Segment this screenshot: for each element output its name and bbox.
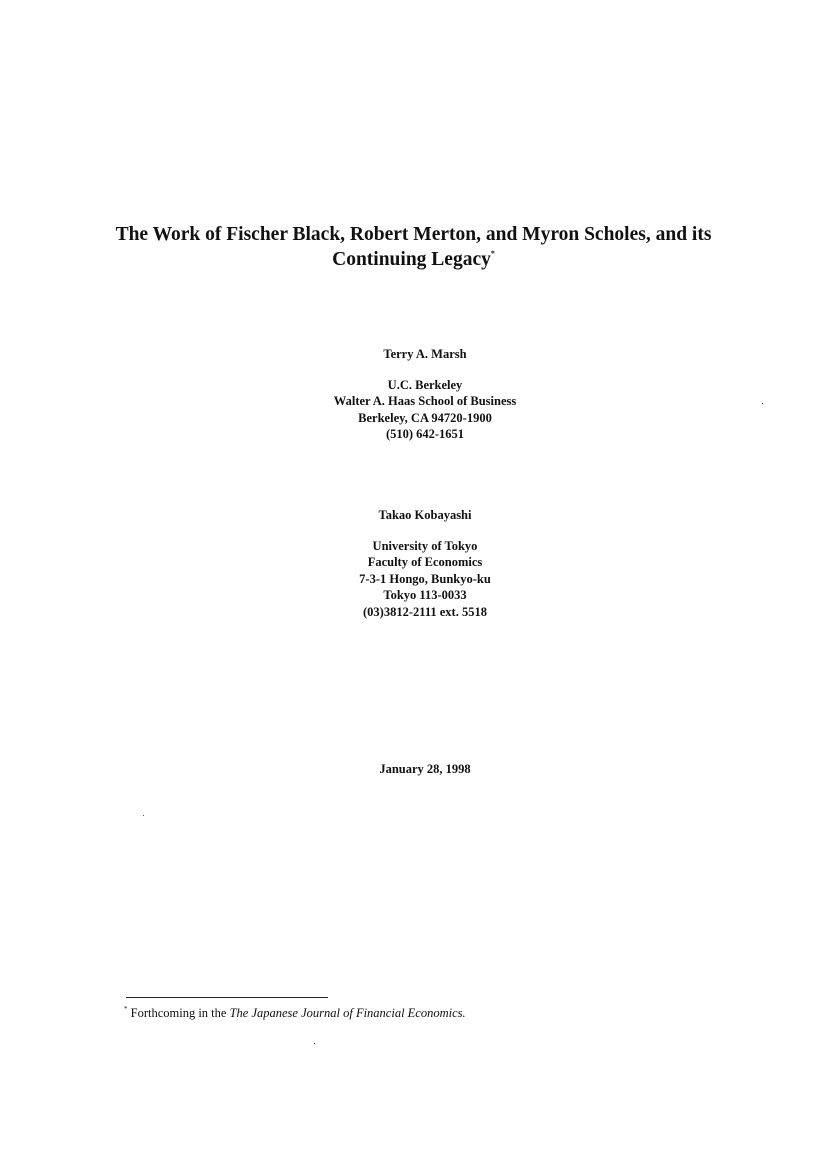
publication-date: January 28, 1998 — [379, 762, 471, 776]
author-name: Terry A. Marsh — [383, 347, 467, 361]
affiliation-line: U.C. Berkeley — [387, 377, 463, 392]
author-name: Takao Kobayashi — [378, 508, 472, 522]
affiliation-line: Faculty of Economics — [367, 555, 483, 569]
title-footnote-marker: * — [490, 249, 495, 258]
affiliation-line: 7-3-1 Hongo, Bunkyo-ku — [359, 571, 491, 586]
scan-speck — [143, 815, 144, 816]
title-line-2 — [0, 247, 827, 272]
affiliation-line: Tokyo 113-0033 — [383, 588, 467, 602]
scan-speck — [762, 403, 763, 404]
affiliation-line: Berkeley, CA 94720-1900 — [358, 410, 492, 425]
author-block-1 — [0, 346, 827, 443]
scan-speck — [314, 1043, 315, 1044]
footnote-divider — [126, 997, 328, 998]
affiliation-line: University of Tokyo — [372, 538, 478, 553]
footnote-marker: * — [124, 1005, 128, 1013]
title-line-1: The Work of Fischer Black, Robert Merton, and Myron Scholes, and its — [115, 224, 712, 245]
footnote-text: Forthcoming in the — [127, 1006, 230, 1020]
author-block-2 — [0, 507, 827, 620]
title-line-2-text: Continuing Legacy — [332, 249, 491, 270]
footnote — [124, 1005, 466, 1021]
paper-title — [0, 222, 827, 272]
affiliation-line: (510) 642-1651 — [385, 427, 465, 441]
affiliation-line: Walter A. Haas School of Business — [333, 394, 517, 408]
affiliation-line: (03)3812-2111 ext. 5518 — [363, 604, 487, 619]
journal-name: The Japanese Journal of Financial Economics. — [229, 1006, 466, 1020]
